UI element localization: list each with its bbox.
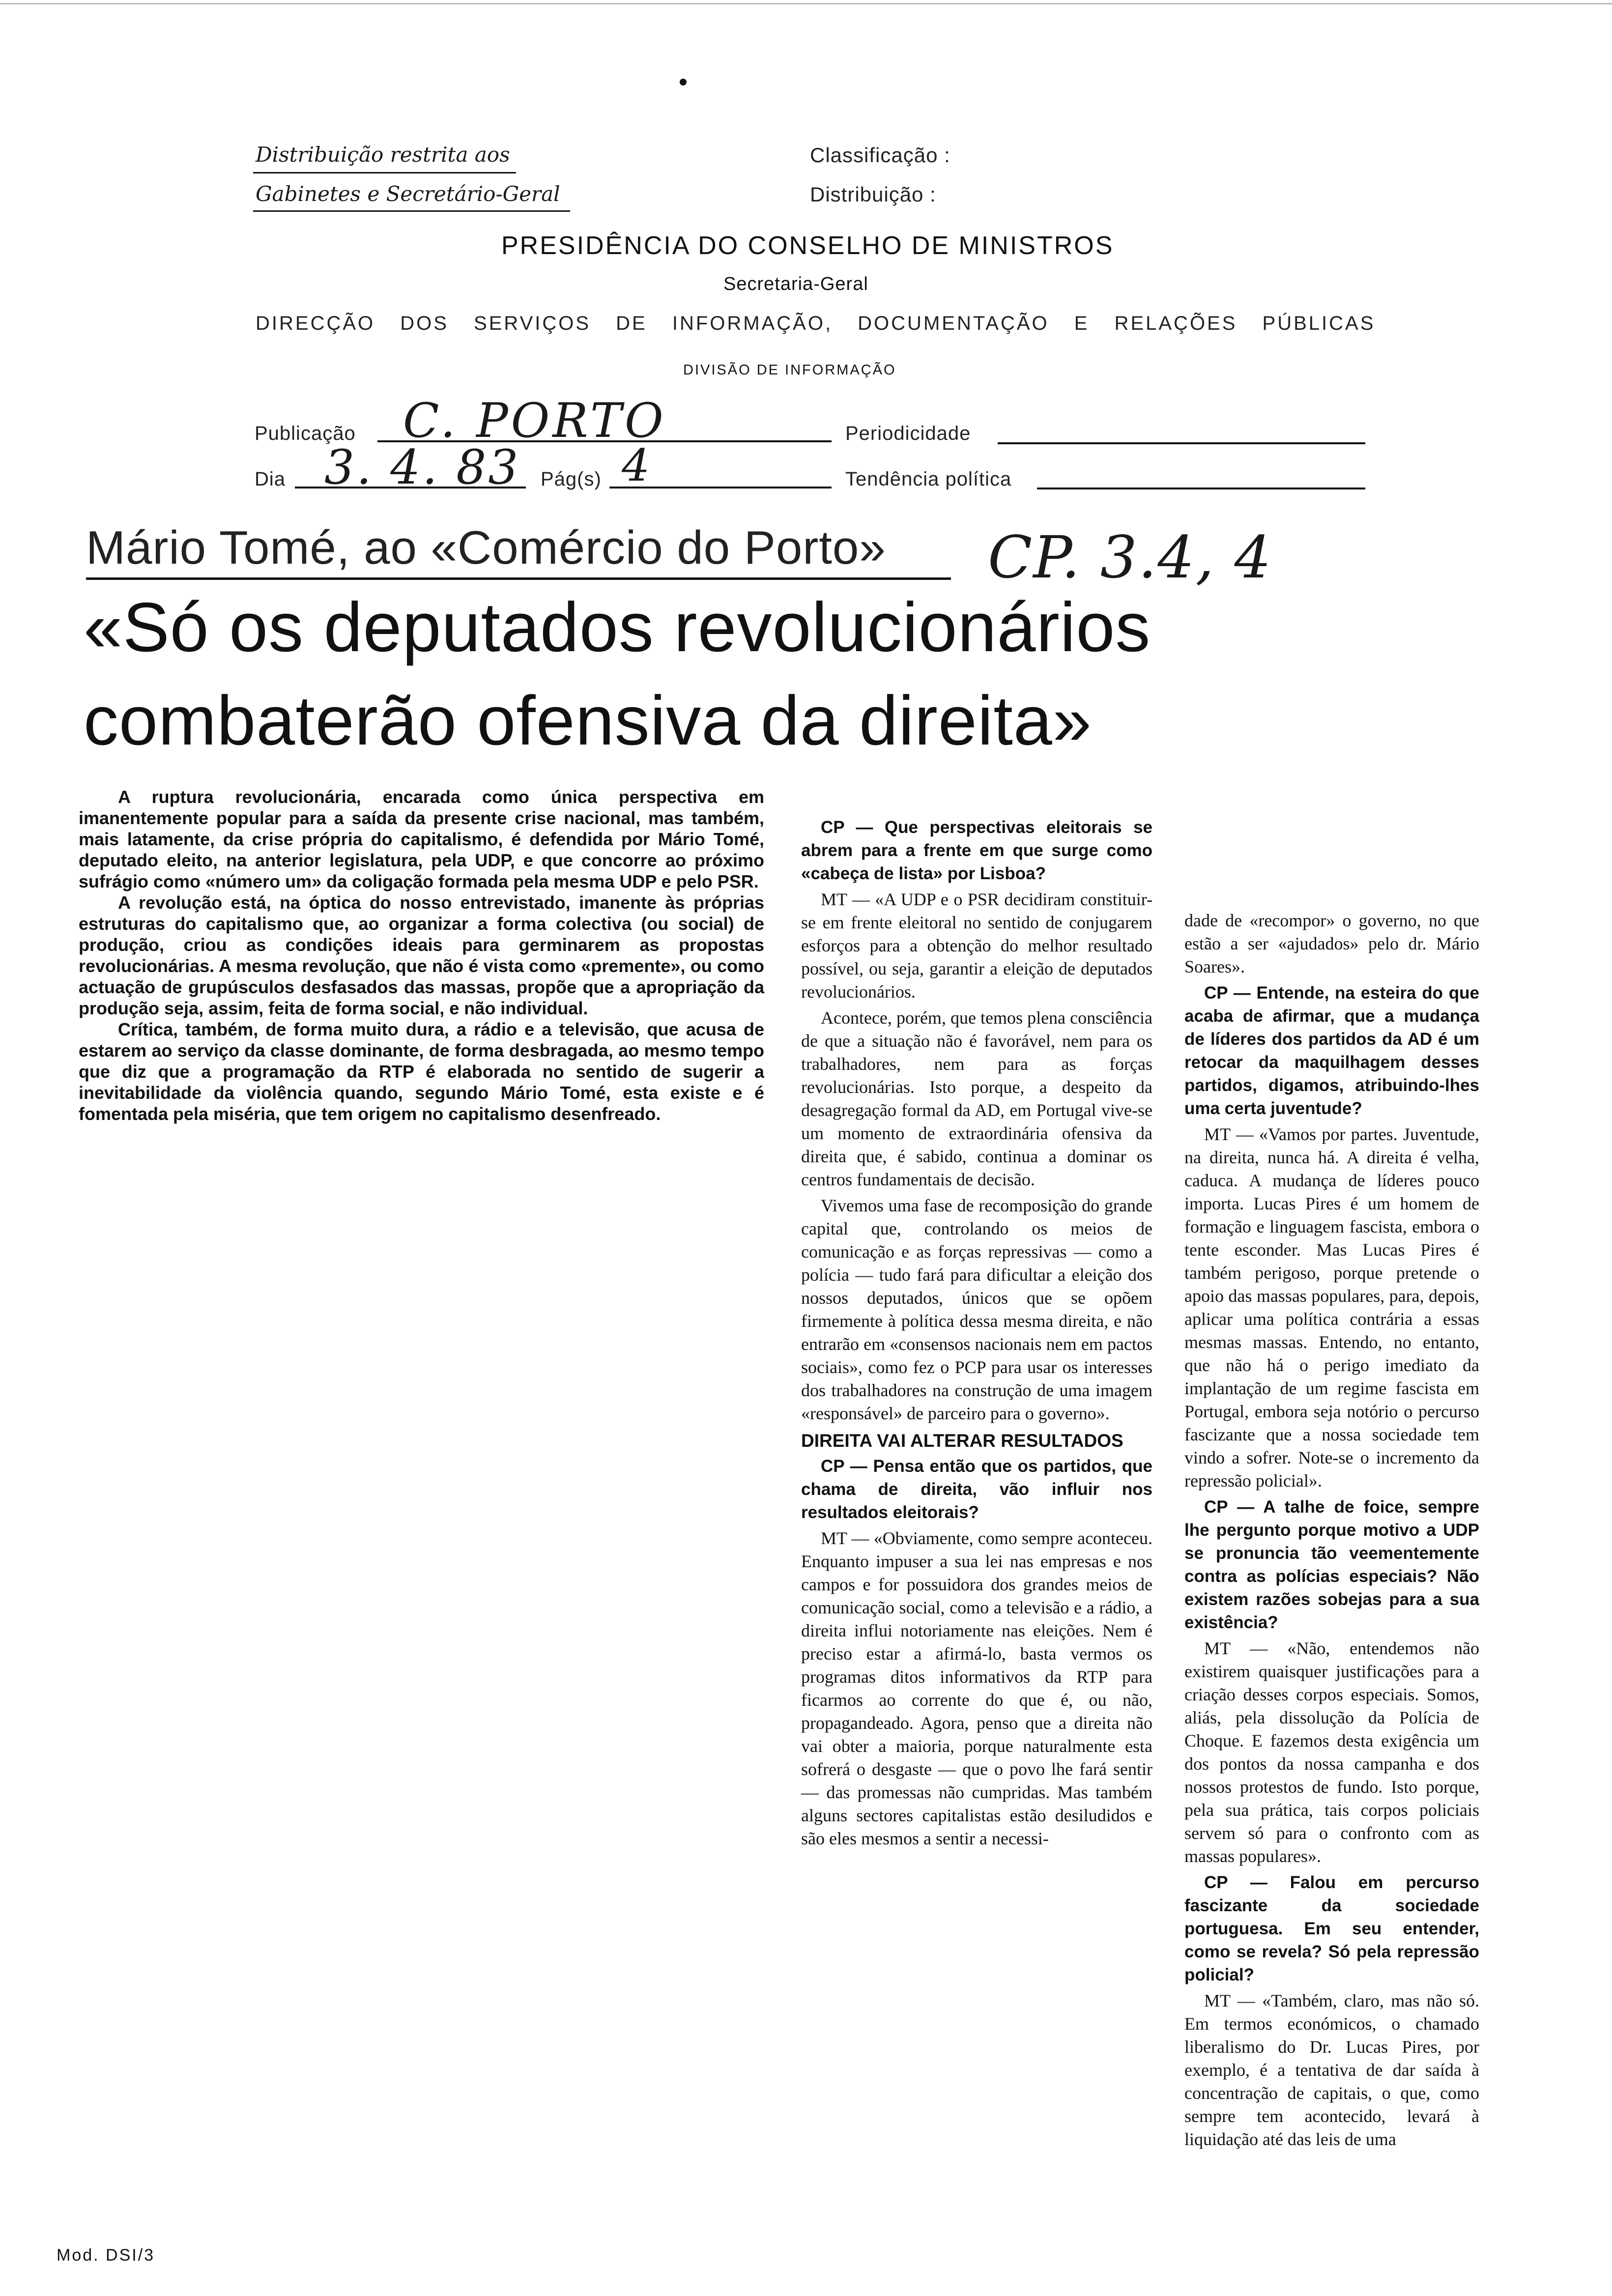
interview-question: CP — A talhe de foice, sempre lhe pergunto porque motivo a UDP se pronuncia tão veementemente contra as polícias especiais? Não existem razões sobejas para a sua existência?	[1184, 1497, 1479, 1632]
interview-answer: MT — «A UDP e o PSR decidiram constituir-se em frente eleitoral no sentido de conjugarem esforços para a obtenção do melhor resultado possível, ou seja, garantir a eleição de deputados revolucionários.	[801, 890, 1152, 1002]
section-subheading: DIREITA VAI ALTERAR RESULTADOS	[801, 1431, 1123, 1451]
periodicidade-label: Periodicidade	[845, 423, 971, 444]
interview-question: CP — Falou em percurso fascizante da sociedade portuguesa. Em seu entender, como se revela? Só pela repressão policial?	[1184, 1873, 1479, 1984]
interview-answer: MT — «Não, entendemos não existirem quaisquer justificações para a criação desses corpos especiais. Somos, aliás, pela dissolução da Polícia de Choque. E fazemos desta exigência um dos pontos da nossa campanha e dos nossos protestos de fundo. Isto porque, pela sua prática, tais corpos policiais servem só para o confronto com as massas populares».	[1184, 1638, 1479, 1866]
periodicidade-field-line	[998, 442, 1365, 444]
division-line: DIVISÃO DE INFORMAÇÃO	[683, 362, 896, 378]
pags-value: 4	[622, 440, 650, 491]
publicacao-label: Publicação	[255, 423, 356, 444]
distribution-restricted-line1: Distribuição restrita aos	[256, 143, 510, 167]
org-subtitle: Secretaria-Geral	[723, 274, 868, 294]
headline-line1: «Só os deputados revolucionários	[84, 588, 1151, 666]
directorate-line: DIRECÇÃO DOS SERVIÇOS DE INFORMAÇÃO, DOCUMENTAÇÃO E RELAÇÕES PÚBLICAS	[256, 313, 1376, 334]
handwritten-note: CP. 3.4, 4	[988, 523, 1272, 591]
pags-label: Pág(s)	[541, 468, 602, 490]
dia-value: 3. 4. 83	[324, 440, 520, 495]
kicker-underline	[86, 577, 951, 580]
lead-paragraph: A ruptura revolucionária, encarada como única perspectiva em imanentemente popular para a saída da presente crise nacional, mas também, mais latamente, da crise própria do capitalismo, é defendida por Mário Tomé, deputado eleito, na anterior legislatura, pela UDP, e que concorre ao próximo sufrágio como «número um» da coligação formada pela mesma UDP e pelo PSR.	[79, 787, 764, 891]
dia-label: Dia	[255, 468, 286, 490]
interview-answer: Acontece, porém, que temos plena consciência de que a situação não é favorável, nem para os trabalhadores, nem para as forças revolucionárias. Isto porque, a despeito da desagregação formal da AD, em Portugal vive-se um momento de extraordinária ofensiva da direita que, é sabido, continua a dominar os centros fundamentais de decisão.	[801, 1008, 1152, 1189]
interview-answer: Vivemos uma fase de recomposição do grande capital que, controlando os meios de comunicação e as forças repressivas — como a polícia — tudo fará para dificultar a eleição dos nossos deputados, únicos que se opõem firmemente à política dessa mesma direita, e não entrarão em «consensos nacionais nem em pactos sociais», como fez o PCP para usar os interesses dos trabalhadores na construção de uma imagem «responsável» de parceiro para o governo».	[801, 1196, 1152, 1423]
article-lead	[79, 786, 764, 1124]
classificacao-label: Classificação :	[810, 144, 950, 167]
article-column-2	[801, 816, 1152, 1853]
distribuicao-label: Distribuição :	[810, 183, 936, 206]
scan-dot	[680, 79, 687, 86]
distribution-underline1	[253, 172, 516, 173]
tendencia-field-line	[1037, 488, 1365, 489]
form-code: Mod. DSI/3	[57, 2246, 155, 2265]
lead-paragraph: A revolução está, na óptica do nosso entrevistado, imanente às próprias estruturas do capitalismo que, ao organizar a forma colectiva (ou social) de produção, criou as condições ideais para germinarem as propostas revolucionárias. A mesma revolução, que não é vista como «premente», ou como actuação de grupúsculos desfasados das massas, propõe que a apropriação da produção seja, assim, feita de forma social, e não individual.	[79, 892, 764, 1018]
lead-paragraph: Crítica, também, de forma muito dura, a rádio e a televisão, que acusa de estarem ao serviço da classe dominante, de forma desbragada, ao mesmo tempo que diz que a programação da RTP é elaborada no sentido de sugerir a inevitabilidade da violência quando, segundo Mário Tomé, esta existe e é fomentada pela miséria, que tem origem no capitalismo desenfreado.	[79, 1019, 764, 1124]
article-kicker: Mário Tomé, ao «Comércio do Porto»	[86, 521, 886, 574]
distribution-restricted-line2: Gabinetes e Secretário-Geral	[256, 182, 560, 206]
interview-question: CP — Pensa então que os partidos, que chama de direita, vão influir nos resultados eleitorais?	[801, 1457, 1152, 1522]
interview-question: CP — Que perspectivas eleitorais se abrem para a frente em que surge como «cabeça de lista» por Lisboa?	[801, 818, 1152, 883]
continued-text: dade de «recompor» o governo, no que estão a ser «ajudados» pelo dr. Mário Soares».	[1184, 911, 1479, 976]
headline-line2: combaterão ofensiva da direita»	[84, 682, 1092, 760]
org-title: PRESIDÊNCIA DO CONSELHO DE MINISTROS	[501, 231, 1114, 260]
distribution-underline2	[253, 210, 570, 212]
scan-edge-line	[0, 3, 1612, 4]
publicacao-value: C. PORTO	[403, 393, 666, 448]
interview-answer: MT — «Também, claro, mas não só. Em termos económicos, o chamado liberalismo do Dr. Lucas Pires, por exemplo, é a tentativa de dar saída à concentração de capitais, o que, como sempre tem acontecido, levará à liquidação até das leis de uma	[1184, 1991, 1479, 2149]
tendencia-label: Tendência política	[845, 468, 1012, 490]
article-column-3	[1184, 909, 1479, 2154]
interview-answer: MT — «Vamos por partes. Juventude, na direita, nunca há. A direita é velha, caduca. A mudança de líderes pouco importa. Lucas Pires é um homem de formação e linguagem fascista, embora o tente esconder. Mas Lucas Pires é também perigoso, porque pretende o apoio das massas populares, para, depois, aplicar uma política contrária a essas mesmas massas. Entendo, no entanto, que não há o perigo imediato da implantação de um regime fascista em Portugal, embora seja notório o percurso fascizante que a nossa sociedade tem vindo a sofrer. Note-se o incremento da repressão policial».	[1184, 1124, 1479, 1491]
interview-question: CP — Entende, na esteira do que acaba de afirmar, que a mudança de líderes dos partidos da AD é um retocar da maquilhagem desses partidos, digamos, atribuindo-lhes uma certa juventude?	[1184, 983, 1479, 1118]
interview-answer: MT — «Obviamente, como sempre aconteceu. Enquanto impuser a sua lei nas empresas e nos campos e for possuidora dos grandes meios de comunicação social, como a televisão e a rádio, a direita influi notoriamente nas eleições. Nem é preciso estar a afirmá-lo, basta vermos os programas ditos informativos da RTP para ficarmos ao corrente do que é, ou não, propagandeado. Agora, penso que a direita não vai obter a maioria, porque naturalmente esta sofrerá o desgaste — que o povo lhe fará sentir — das promessas não cumpridas. Mas também alguns sectores capitalistas estão desiludidos e são eles mesmos a sentir a necessi-	[801, 1528, 1152, 1848]
